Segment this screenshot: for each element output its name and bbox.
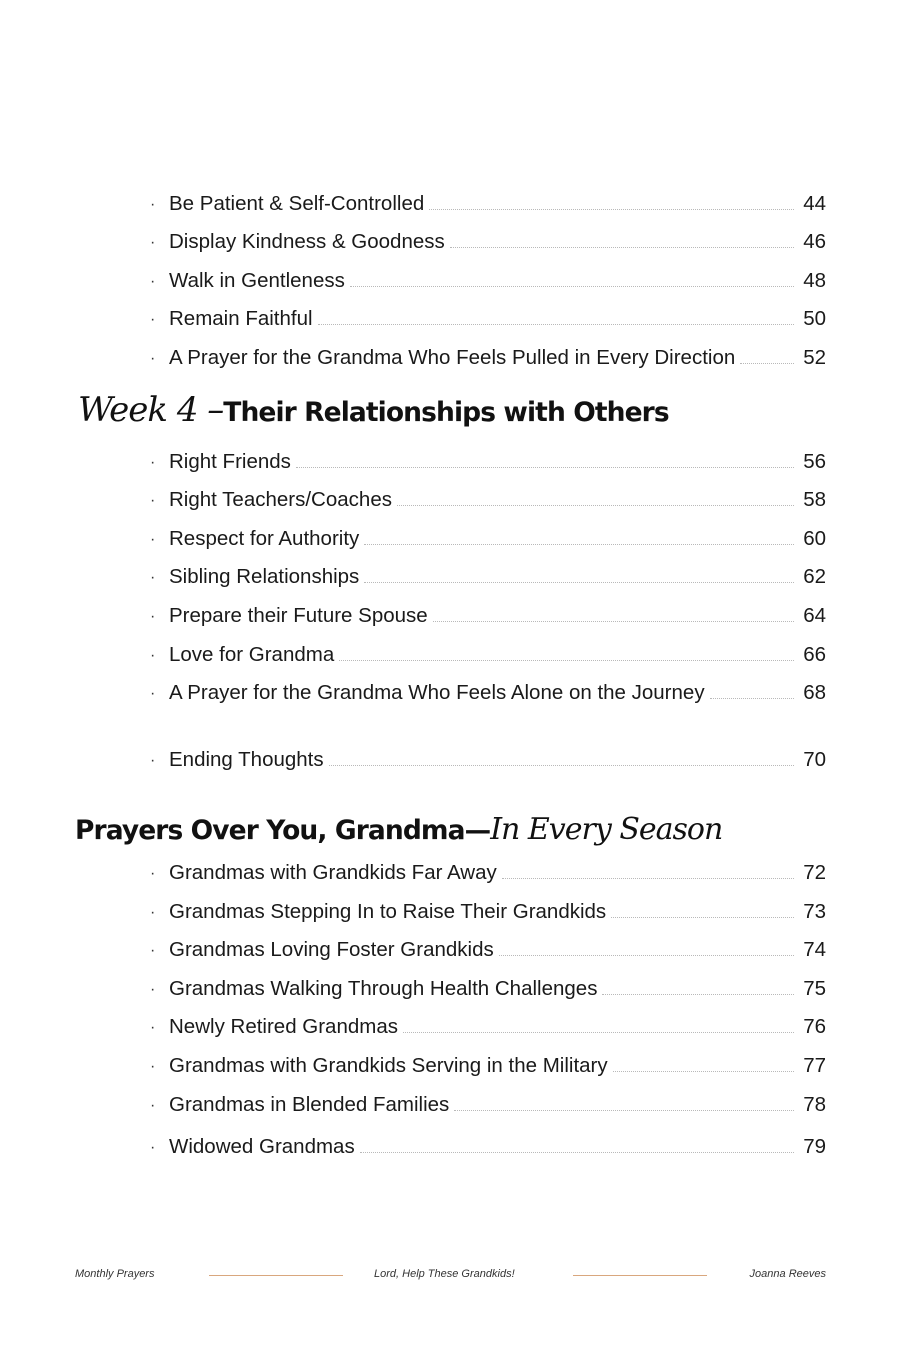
toc-entry-page: 75 <box>803 977 826 1000</box>
section-heading-bold: Their Relationships with Others <box>223 397 669 428</box>
footer-right-text: Joanna Reeves <box>749 1268 826 1280</box>
toc-entry-title: Sibling Relationships <box>169 565 360 588</box>
bullet-icon: · <box>150 311 156 328</box>
section-heading-week-4 <box>78 390 669 430</box>
dot-leader <box>403 1031 794 1033</box>
toc-entry-title: Grandmas Stepping In to Raise Their Grandkids <box>169 900 607 923</box>
footer-left-text: Monthly Prayers <box>75 1268 155 1280</box>
toc-entry-title: Newly Retired Grandmas <box>169 1015 398 1038</box>
dot-leader <box>397 504 794 506</box>
dot-leader <box>339 659 794 661</box>
toc-entry-page: 68 <box>803 681 826 704</box>
toc-entry-title: Respect for Authority <box>169 527 360 550</box>
toc-entry-page: 76 <box>803 1015 826 1038</box>
toc-entry[interactable] <box>150 448 826 476</box>
bullet-icon: · <box>150 234 156 251</box>
dot-leader <box>296 466 794 468</box>
toc-entry[interactable] <box>150 859 826 887</box>
toc-entry[interactable] <box>150 602 826 630</box>
dot-leader <box>360 1151 794 1153</box>
toc-entry[interactable] <box>150 679 826 707</box>
bullet-icon: · <box>150 865 156 882</box>
dot-leader <box>329 764 794 766</box>
toc-entry-page: 74 <box>803 938 826 961</box>
bullet-icon: · <box>150 981 156 998</box>
toc-entry[interactable] <box>150 1133 826 1161</box>
dot-leader <box>318 323 794 325</box>
bullet-icon: · <box>150 1019 156 1036</box>
footer-divider <box>573 1275 707 1276</box>
toc-entry[interactable] <box>150 267 826 295</box>
toc-entry-page: 70 <box>803 748 826 771</box>
bullet-icon: · <box>150 647 156 664</box>
bullet-icon: · <box>150 608 156 625</box>
section-heading-script: Week 4 – <box>78 390 224 430</box>
toc-entry-title: Love for Grandma <box>169 643 335 666</box>
toc-entry-page: 72 <box>803 861 826 884</box>
toc-entry-page: 62 <box>803 565 826 588</box>
toc-entry-page: 46 <box>803 230 826 253</box>
toc-entry-page: 78 <box>803 1093 826 1116</box>
toc-entry[interactable] <box>150 190 826 218</box>
dot-leader <box>364 581 794 583</box>
bullet-icon: · <box>150 531 156 548</box>
toc-entry-title: Grandmas Loving Foster Grandkids <box>169 938 494 961</box>
bullet-icon: · <box>150 569 156 586</box>
toc-entry[interactable] <box>150 563 826 591</box>
toc-entry[interactable] <box>150 305 826 333</box>
section-heading-bold: Prayers Over You, Grandma— <box>75 815 491 846</box>
toc-entry[interactable] <box>150 344 826 372</box>
toc-entry[interactable] <box>150 1091 826 1119</box>
toc-entry-page: 64 <box>803 604 826 627</box>
dot-leader <box>611 916 794 918</box>
toc-entry-title: A Prayer for the Grandma Who Feels Pulled in Every Direction <box>169 346 736 369</box>
bullet-icon: · <box>150 1097 156 1114</box>
dot-leader <box>602 993 794 995</box>
toc-entry[interactable] <box>150 641 826 669</box>
toc-entry-title: Grandmas Walking Through Health Challenges <box>169 977 598 1000</box>
bullet-icon: · <box>150 196 156 213</box>
dot-leader <box>450 246 794 248</box>
page-footer <box>75 1268 826 1284</box>
toc-entry[interactable] <box>150 936 826 964</box>
bullet-icon: · <box>150 1058 156 1075</box>
toc-entry[interactable] <box>150 486 826 514</box>
dot-leader <box>740 362 794 364</box>
toc-entry-title: Grandmas with Grandkids Far Away <box>169 861 497 884</box>
bullet-icon: · <box>150 685 156 702</box>
toc-entry[interactable] <box>150 746 826 774</box>
dot-leader <box>364 543 794 545</box>
footer-divider <box>209 1275 343 1276</box>
dot-leader <box>613 1070 794 1072</box>
toc-entry-title: Display Kindness & Goodness <box>169 230 445 253</box>
section-heading-prayers-over-you <box>75 812 722 847</box>
bullet-icon: · <box>150 273 156 290</box>
bullet-icon: · <box>150 752 156 769</box>
toc-entry[interactable] <box>150 1052 826 1080</box>
bullet-icon: · <box>150 350 156 367</box>
toc-entry-page: 44 <box>803 192 826 215</box>
footer-center-text: Lord, Help These Grandkids! <box>374 1268 515 1280</box>
bullet-icon: · <box>150 454 156 471</box>
toc-entry-title: Remain Faithful <box>169 307 313 330</box>
toc-entry-title: Right Teachers/Coaches <box>169 488 392 511</box>
bullet-icon: · <box>150 942 156 959</box>
toc-entry[interactable] <box>150 898 826 926</box>
toc-entry-page: 48 <box>803 269 826 292</box>
toc-entry[interactable] <box>150 525 826 553</box>
toc-entry-page: 58 <box>803 488 826 511</box>
toc-entry-title: Ending Thoughts <box>169 748 324 771</box>
dot-leader <box>499 954 794 956</box>
dot-leader <box>350 285 794 287</box>
dot-leader <box>454 1109 794 1111</box>
dot-leader <box>710 697 794 699</box>
toc-entry[interactable] <box>150 228 826 256</box>
toc-entry-title: Grandmas with Grandkids Serving in the Military <box>169 1054 608 1077</box>
toc-entry-page: 50 <box>803 307 826 330</box>
toc-entry-page: 60 <box>803 527 826 550</box>
toc-entry-page: 66 <box>803 643 826 666</box>
toc-entry-page: 56 <box>803 450 826 473</box>
dot-leader <box>433 620 794 622</box>
toc-entry-title: Be Patient & Self-Controlled <box>169 192 425 215</box>
bullet-icon: · <box>150 492 156 509</box>
toc-entry-title: Prepare their Future Spouse <box>169 604 428 627</box>
toc-entry-page: 73 <box>803 900 826 923</box>
toc-entry[interactable] <box>150 975 826 1003</box>
toc-entry[interactable] <box>150 1013 826 1041</box>
section-heading-script: In Every Season <box>490 812 723 847</box>
toc-entry-page: 52 <box>803 346 826 369</box>
toc-entry-page: 77 <box>803 1054 826 1077</box>
toc-entry-title: Walk in Gentleness <box>169 269 345 292</box>
toc-entry-title: A Prayer for the Grandma Who Feels Alone on the Journey <box>169 681 705 704</box>
toc-entry-title: Right Friends <box>169 450 291 473</box>
bullet-icon: · <box>150 1139 156 1156</box>
toc-entry-title: Widowed Grandmas <box>169 1135 355 1158</box>
dot-leader <box>502 877 794 879</box>
toc-entry-title: Grandmas in Blended Families <box>169 1093 450 1116</box>
toc-entry-page: 79 <box>803 1135 826 1158</box>
bullet-icon: · <box>150 904 156 921</box>
dot-leader <box>429 208 794 210</box>
